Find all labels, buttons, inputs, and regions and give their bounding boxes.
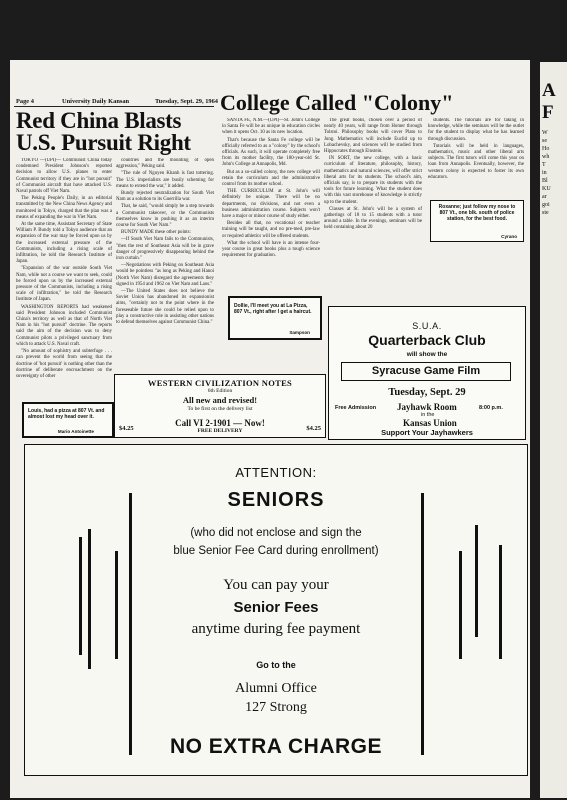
red-china-column-2: countries and the mounting of open aggression," Peking said. "The rule of Nguyen Khanh is fast tottering. The U.S. imperialists are busily scheming for means to extend the war," it added. Bundy rejected neutralization for South Viet Nam as a solution to its Guerrilla war. That, he said, "would simply be a step towards a Communist takeover, or the Communists themselves know in pushing it as an interim course for South Viet Nam." BUNDY MADE these other points: —If South Viet Nam fails to the Communists, "then the rest of Southeast Asia will be in grave danger of progressively disappearing behind the iron curtain." —Negotiations with Peking on Southeast Asia would be pointless "as long as Peking and Hanoi (North Viet Nam) disregard the agreements they signed in 1954 and 1962 on Viet Nam and Laos." —The United States does not believe the Soviet Union has abandoned its expansionist aims, "certainly not to the point where in the foreseeable future she could be relied upon to play a constructive role in assisting other nations to defend themselves against Communist China.": [116, 158, 214, 326]
ad-seniors-fees: ATTENTION: SENIORS (who did not enclose and sign the blue Senior Fee Card during enrollment) You can pay your Senior Fees anytime during fee payment Go to the Alumni Office 127 Strong NO EXTRA CHARGE: [24, 444, 528, 776]
ad-western-civilization-notes: WESTERN CIVILIZATION NOTES 6th Edition All new and revised! To be first on the delivery list Call VI 2-1901 — Now! FREE DELIVERY $4.25 $4.25: [114, 374, 326, 438]
page-number: Page 4: [16, 98, 34, 105]
college-column-3: students. The tutorials are for taking in knowledge, while the seminars will be the outlet for the student to display what he has learned through discussion. Tutorials will be held in languages, mathematics, music and other liberal arts subjects. The first tutors will come this year on loan from Annapolis. Eventually, however, the western colony is expected to foster its own educators.: [428, 118, 524, 180]
ad-quarterback-club: S.U.A. Quarterback Club will show the Syracuse Game Film Tuesday, Sept. 29 Free Admission Jayhawk Room 8:00 p.m. in the Kansas Union Support Your Jayhawkers: [328, 306, 526, 440]
masthead-rule: [14, 106, 214, 107]
headline-red-china: Red China Blasts U.S. Pursuit Right: [16, 108, 191, 155]
next-page-edge: A F W se Ho wh T in Bl KU ar goi ste: [540, 62, 567, 798]
attention-label: ATTENTION:: [235, 465, 317, 480]
newspaper-page: [10, 60, 530, 798]
red-china-column-1: TOKYO —(UPI)— Communist China today condemned President Johnson's reported decision to allow U.S. planes to enter Communist territory if they are in "hot pursuit" of Communist aircraft that have attacked U.S. Naval patrols off Viet Nam. The Peking People's Daily, in an editorial transmitted by the New China News Agency and monitored in Tokyo, charged that the plan was a means of expanding the war in Viet Nam. At the same time, Assistant Secretary of State William P. Bundy told a Tokyo audience that an expansion of the war may be forced upon us by the increased external pressure of the Communists, including a rising scale of infiltration, he told the Research Institute of Japan. "Expansion of the war outside South Viet Nam, while not a course we want to seek, could be forced upon us by the increased external pressure of the Communists, including a rising scale of infiltration," he told the Research Institute of Japan. WASHINGTON REPORTS had weakened said President Johnson included Communist China's territory as well as that of North Viet Nam in his "hot pursuit" doctrine. The reports said the aim of the decision was to deny Communist pilots a privileged sanctuary from which to attack U.S. Naval craft. "No amount of sophistry and subterfuge . . . can prevent the world from seeing that the doctrine of 'hot pursuit' is nothing other than the doctrine of deliberate encroachment on the sovereignty of other: [16, 158, 112, 379]
headline-college-colony: College Called "Colony": [220, 90, 454, 115]
no-extra-charge: NO EXTRA CHARGE: [169, 735, 383, 758]
ad-roxanne: Roxanne; just follow my nose to 807 Vt., one blk. south of police station, for the best food. Cyrano: [430, 200, 524, 242]
ad-dollie: Dollie, I'll meet you at La Pizza, 807 Vt., right after I get a haircut. Sampson: [228, 296, 322, 340]
paper-name: University Daily Kansan: [62, 98, 130, 105]
college-column-2: The great books, chosen over a period of nearly 40 years, will range from Homer through Tolstoi. Philosophy books will cover Plato to Jung. Mathematics will include Euclid up to Lobachevsky, and sciences will be studied from Hippocrates through Einstein. IN SORT, the new college, with a basic curriculum of literature, philosophy, history, mathematics and natural sciences, will offer strict liberal arts for its students. The school's aim, officials say, is to prepare its students with the tools for future learning. What the student does with this vast storehouse of knowledge is strictly up to the student. Classes at St. John's will be a system of gatherings of 18 to 15 students with a tutor around a table. In the evenings, seminars will be held containing about 20: [324, 118, 422, 231]
senior-fees-heading: Senior Fees: [233, 599, 319, 616]
seniors-heading: SENIORS: [227, 489, 325, 511]
ad-louis: Louis, had a pizza at 807 Vt. and almost lost my head over it. Mario Antoinette: [22, 402, 114, 438]
issue-date: Tuesday, Sept. 29, 1964: [155, 98, 218, 105]
syracuse-film-box: Syracuse Game Film: [341, 362, 511, 381]
college-column-1: SANTA FE, N.M.—(UPI)—St. John's College in Santa Fe will be as unique in education circles when it opens Oct. 10 as its new location. That's because the Santa Fe college will be officially referred to as a "colony" by the school's officials. As such, it will operate completely free from its mother facility, the 180-year-old St. John's College at Annapolis, Md. But as a so-called colony, the new college will retain the curriculum and the administrative control from its mother school. THE CURRICULUM at St. John's will definitely be unique. There will be no departments, no divisions, and not even a business administration course. Subjects won't have a major or minor course of study either. Besides all that, no vocational or teacher training will be taught, and no pre-med, pre-law or required athletics will be offered students. What the school will have is an intense four-year course in great books plus a tough science requirement for graduation.: [222, 118, 320, 259]
